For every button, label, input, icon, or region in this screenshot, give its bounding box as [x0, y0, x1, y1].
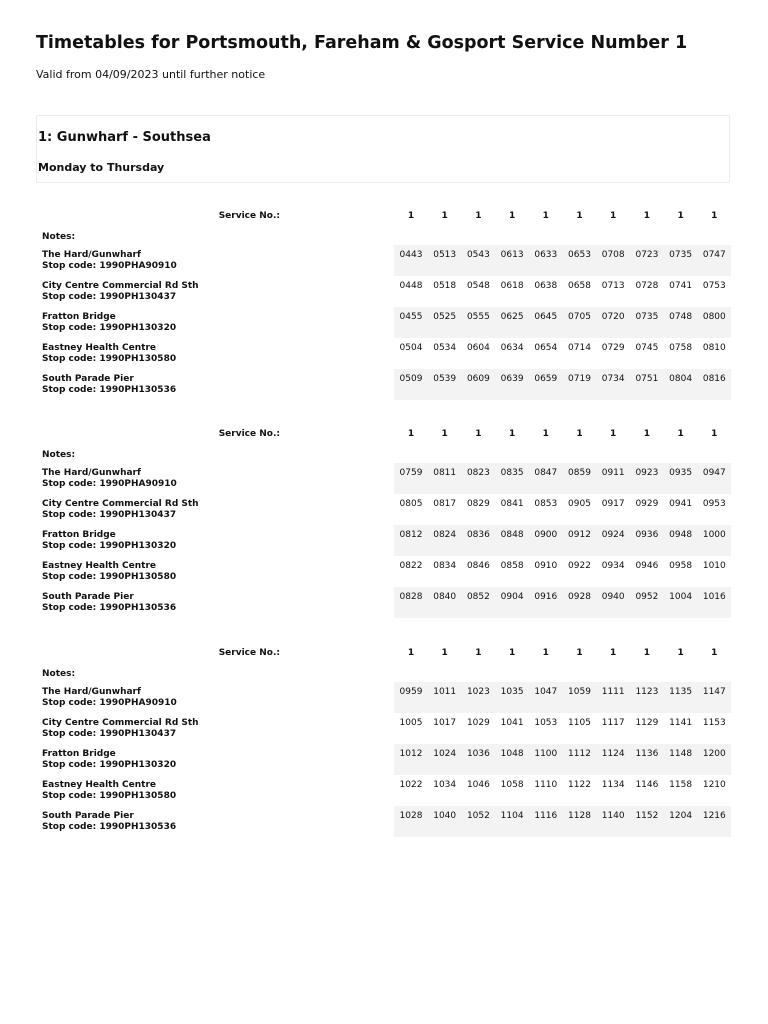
departure-time: 1204	[669, 811, 693, 821]
stop-code: Stop code: 1990PHA90910	[42, 698, 177, 708]
departure-time: 0758	[669, 343, 693, 353]
departure-time: 0735	[635, 312, 659, 322]
service-number-cell: 1	[576, 648, 583, 658]
departure-time: 1153	[702, 718, 726, 728]
departure-time: 0659	[534, 374, 558, 384]
departure-time: 1059	[568, 687, 591, 697]
stop-code: Stop code: 1990PH130320	[42, 541, 177, 551]
departure-time: 0947	[702, 468, 726, 478]
departure-time: 1023	[466, 687, 490, 697]
stop-label	[42, 687, 177, 709]
departure-time: 0953	[702, 499, 726, 509]
departure-time: 1000	[702, 530, 726, 540]
stop-code: Stop code: 1990PHA90910	[42, 479, 177, 489]
stop-code: Stop code: 1990PH130437	[42, 292, 177, 302]
departure-time: 0634	[500, 343, 524, 353]
departure-time: 0824	[433, 530, 457, 540]
departure-time: 1112	[568, 749, 591, 759]
stop-row	[36, 744, 731, 775]
stop-name: Eastney Health Centre	[42, 343, 156, 353]
stop-name: South Parade Pier	[42, 374, 134, 384]
service-number-cell: 1	[711, 211, 718, 221]
service-number-cell: 1	[475, 211, 482, 221]
departure-time: 0448	[399, 281, 423, 291]
stop-label	[42, 281, 199, 303]
departure-time: 0455	[399, 312, 423, 322]
stop-name: Fratton Bridge	[42, 312, 116, 322]
stop-code: Stop code: 1990PH130320	[42, 760, 177, 770]
departure-time: 1022	[399, 780, 423, 790]
departure-time: 0905	[568, 499, 591, 509]
departure-time: 1010	[702, 561, 726, 571]
stop-code: Stop code: 1990PH130536	[42, 822, 177, 832]
service-number-cell: 1	[576, 211, 583, 221]
departure-time: 1017	[433, 718, 457, 728]
departure-time: 0958	[669, 561, 693, 571]
departure-time: 1105	[568, 718, 591, 728]
departure-time: 0638	[534, 281, 558, 291]
service-number-cell: 1	[542, 211, 549, 221]
departure-time: 1104	[500, 811, 524, 821]
service-number-cell: 1	[610, 211, 617, 221]
departure-time: 0911	[601, 468, 625, 478]
service-number-row	[36, 204, 731, 229]
departure-time: 0504	[399, 343, 423, 353]
departure-time: 1046	[466, 780, 490, 790]
stop-label	[42, 374, 176, 396]
departure-time: 0653	[568, 250, 591, 260]
route-title: 1: Gunwharf - Southsea	[38, 130, 211, 145]
departure-time: 1200	[702, 749, 726, 759]
stop-label	[42, 718, 199, 740]
stop-label	[42, 250, 177, 272]
departure-time: 0848	[500, 530, 524, 540]
stop-name: The Hard/Gunwharf	[42, 468, 141, 478]
departure-time: 0828	[399, 592, 423, 602]
departure-time: 0735	[669, 250, 693, 260]
departure-time: 0916	[534, 592, 558, 602]
service-number-cell: 1	[643, 429, 651, 439]
service-number-label: Service No.:	[218, 211, 280, 221]
departure-time: 0719	[568, 374, 591, 384]
stop-row	[36, 775, 731, 806]
stop-name: Fratton Bridge	[42, 749, 116, 759]
departure-time: 1058	[500, 780, 524, 790]
departure-time: 1140	[601, 811, 625, 821]
departure-time: 0728	[635, 281, 659, 291]
departure-time: 0841	[500, 499, 524, 509]
route-header	[36, 115, 730, 183]
departure-time: 0443	[399, 250, 423, 260]
departure-time: 1158	[669, 780, 693, 790]
stop-name: City Centre Commercial Rd Sth	[42, 718, 199, 728]
departure-time: 1136	[635, 749, 659, 759]
departure-time: 0753	[702, 281, 726, 291]
stop-row	[36, 338, 731, 369]
departure-time: 0817	[433, 499, 457, 509]
departure-time: 0928	[568, 592, 591, 602]
departure-time: 0745	[635, 343, 659, 353]
departure-time: 0759	[399, 468, 423, 478]
service-number-cell: 1	[677, 648, 684, 658]
departure-time: 1047	[534, 687, 558, 697]
departure-time: 1024	[433, 749, 457, 759]
departure-time: 0518	[433, 281, 457, 291]
departure-time: 1210	[702, 780, 726, 790]
departure-time: 0952	[635, 592, 659, 602]
service-number-cell: 1	[542, 429, 549, 439]
stop-name: South Parade Pier	[42, 811, 134, 821]
departure-time: 0840	[433, 592, 457, 602]
departure-time: 0935	[669, 468, 693, 478]
departure-time: 1134	[601, 780, 625, 790]
departure-time: 0804	[669, 374, 693, 384]
notes-row	[36, 447, 731, 463]
service-number-cell: 1	[441, 429, 448, 439]
departure-time: 0513	[433, 250, 457, 260]
departure-time: 0853	[534, 499, 558, 509]
stop-row	[36, 587, 731, 618]
stop-label	[42, 749, 176, 771]
stop-code: Stop code: 1990PH130437	[42, 729, 177, 739]
stop-row	[36, 682, 731, 713]
departure-time: 1216	[702, 811, 726, 821]
departure-time: 0859	[568, 468, 591, 478]
service-number-cell: 1	[407, 211, 415, 221]
departure-time: 0900	[534, 530, 558, 540]
departure-time: 1152	[635, 811, 659, 821]
departure-time: 1029	[466, 718, 490, 728]
departure-time: 1040	[433, 811, 457, 821]
departure-time: 1016	[702, 592, 726, 602]
departure-time: 1005	[399, 718, 423, 728]
departure-time: 0654	[534, 343, 558, 353]
stop-row	[36, 713, 731, 744]
departure-time: 1041	[500, 718, 524, 728]
departure-time: 0639	[500, 374, 524, 384]
departure-time: 1035	[500, 687, 524, 697]
service-number-cell: 1	[475, 429, 482, 439]
departure-time: 1123	[635, 687, 659, 697]
stop-row	[36, 463, 731, 494]
service-number-cell: 1	[508, 429, 516, 439]
departure-time: 0555	[466, 312, 490, 322]
departure-time: 0714	[568, 343, 591, 353]
departure-time: 1111	[601, 687, 625, 697]
stop-row	[36, 369, 731, 400]
departure-time: 0613	[500, 250, 524, 260]
departure-time: 0618	[500, 281, 524, 291]
departure-time: 1146	[635, 780, 659, 790]
stop-row	[36, 556, 731, 587]
stop-code: Stop code: 1990PH130536	[42, 603, 177, 613]
departure-time: 0625	[500, 312, 524, 322]
departure-time: 1147	[702, 687, 726, 697]
stop-label	[42, 499, 199, 521]
stop-label	[42, 343, 176, 365]
validity-text: Valid from 04/09/2023 until further notice	[36, 68, 266, 81]
service-number-cell: 1	[610, 648, 617, 658]
stop-code: Stop code: 1990PH130580	[42, 572, 177, 582]
departure-time: 1135	[669, 687, 693, 697]
service-number-cell: 1	[441, 648, 448, 658]
departure-time: 0936	[635, 530, 659, 540]
service-number-cell: 1	[677, 211, 684, 221]
service-number-cell: 1	[508, 211, 516, 221]
departure-time: 0959	[399, 687, 423, 697]
departure-time: 1036	[466, 749, 490, 759]
route-days: Monday to Thursday	[38, 161, 165, 174]
departure-time: 0940	[601, 592, 625, 602]
stop-label	[42, 592, 176, 614]
departure-time: 0800	[702, 312, 726, 322]
departure-time: 0917	[601, 499, 625, 509]
stop-label	[42, 811, 176, 833]
departure-time: 1012	[399, 749, 423, 759]
departure-time: 0852	[466, 592, 490, 602]
departure-time: 0934	[601, 561, 625, 571]
departure-time: 0941	[669, 499, 693, 509]
service-number-cell: 1	[711, 648, 718, 658]
service-number-cell: 1	[407, 648, 415, 658]
departure-time: 0658	[568, 281, 591, 291]
departure-time: 0748	[669, 312, 693, 322]
departure-time: 0904	[500, 592, 524, 602]
departure-time: 0836	[466, 530, 490, 540]
stop-code: Stop code: 1990PH130437	[42, 510, 177, 520]
departure-time: 0805	[399, 499, 423, 509]
departure-time: 0604	[466, 343, 490, 353]
stop-label	[42, 561, 176, 583]
departure-time: 0543	[466, 250, 490, 260]
stop-label	[42, 468, 177, 490]
departure-time: 0539	[433, 374, 457, 384]
service-number-row	[36, 641, 731, 666]
departure-time: 0609	[466, 374, 490, 384]
departure-time: 0834	[433, 561, 457, 571]
departure-time: 1028	[399, 811, 423, 821]
departure-time: 1004	[669, 592, 693, 602]
departure-time: 1011	[433, 687, 457, 697]
departure-time: 0645	[534, 312, 558, 322]
departure-time: 1100	[534, 749, 558, 759]
departure-time: 0910	[534, 561, 558, 571]
stop-name: Eastney Health Centre	[42, 780, 156, 790]
notes-label: Notes:	[42, 232, 76, 242]
departure-time: 0525	[433, 312, 457, 322]
departure-time: 0847	[534, 468, 558, 478]
stop-code: Stop code: 1990PH130320	[42, 323, 177, 333]
departure-time: 1141	[669, 718, 693, 728]
departure-time: 0822	[399, 561, 423, 571]
departure-time: 0923	[635, 468, 659, 478]
departure-time: 0741	[669, 281, 693, 291]
service-number-cell: 1	[711, 429, 718, 439]
service-number-label: Service No.:	[218, 429, 280, 439]
stop-row	[36, 525, 731, 556]
departure-time: 0729	[601, 343, 625, 353]
service-number-label: Service No.:	[218, 648, 280, 658]
service-number-cell: 1	[643, 648, 651, 658]
departure-time: 1052	[466, 811, 490, 821]
stop-label	[42, 530, 176, 552]
departure-time: 0705	[568, 312, 591, 322]
service-number-cell: 1	[441, 211, 448, 221]
departure-time: 1124	[601, 749, 625, 759]
notes-row	[36, 229, 731, 245]
departure-time: 1048	[500, 749, 524, 759]
departure-time: 0811	[433, 468, 457, 478]
departure-time: 0747	[702, 250, 726, 260]
stop-code: Stop code: 1990PH130536	[42, 385, 177, 395]
departure-time: 1122	[568, 780, 591, 790]
departure-time: 0708	[601, 250, 625, 260]
departure-time: 1148	[669, 749, 693, 759]
service-number-cell: 1	[407, 429, 415, 439]
departure-time: 0816	[702, 374, 726, 384]
departure-time: 0548	[466, 281, 490, 291]
stop-name: Fratton Bridge	[42, 530, 116, 540]
departure-time: 0534	[433, 343, 457, 353]
departure-time: 0858	[500, 561, 524, 571]
stop-code: Stop code: 1990PHA90910	[42, 261, 177, 271]
stop-label	[42, 780, 176, 802]
departure-time: 1053	[534, 718, 558, 728]
service-number-cell: 1	[610, 429, 617, 439]
departure-time: 0924	[601, 530, 625, 540]
departure-time: 1034	[433, 780, 457, 790]
stop-row	[36, 245, 731, 276]
service-number-cell: 1	[508, 648, 516, 658]
departure-time: 0720	[601, 312, 625, 322]
departure-time: 1110	[534, 780, 558, 790]
departure-time: 0633	[534, 250, 558, 260]
departure-time: 0929	[635, 499, 659, 509]
departure-time: 0810	[702, 343, 726, 353]
service-number-cell: 1	[475, 648, 482, 658]
stop-row	[36, 806, 731, 837]
departure-time: 1128	[568, 811, 591, 821]
stop-name: The Hard/Gunwharf	[42, 250, 141, 260]
departure-time: 0713	[601, 281, 625, 291]
departure-time: 0912	[568, 530, 591, 540]
service-number-row	[36, 422, 731, 447]
timetable-block	[36, 422, 731, 618]
departure-time: 1117	[601, 718, 625, 728]
stop-name: City Centre Commercial Rd Sth	[42, 281, 199, 291]
notes-row	[36, 666, 731, 682]
timetable-block	[36, 204, 731, 400]
stop-name: Eastney Health Centre	[42, 561, 156, 571]
notes-label: Notes:	[42, 669, 76, 679]
departure-time: 0948	[669, 530, 693, 540]
stop-row	[36, 494, 731, 525]
departure-time: 0946	[635, 561, 659, 571]
departure-time: 0835	[500, 468, 524, 478]
page-title: Timetables for Portsmouth, Fareham & Gosport Service Number 1	[36, 33, 688, 53]
departure-time: 0829	[466, 499, 490, 509]
departure-time: 0723	[635, 250, 659, 260]
departure-time: 0734	[601, 374, 625, 384]
stop-label	[42, 312, 176, 334]
departure-time: 0751	[635, 374, 659, 384]
stop-row	[36, 307, 731, 338]
departure-time: 0509	[399, 374, 423, 384]
departure-time: 1116	[534, 811, 558, 821]
service-number-cell: 1	[677, 429, 684, 439]
stop-name: South Parade Pier	[42, 592, 134, 602]
departure-time: 0812	[399, 530, 423, 540]
stop-code: Stop code: 1990PH130580	[42, 354, 177, 364]
timetable-block	[36, 641, 731, 837]
departure-time: 1129	[635, 718, 659, 728]
stop-code: Stop code: 1990PH130580	[42, 791, 177, 801]
departure-time: 0846	[466, 561, 490, 571]
stop-row	[36, 276, 731, 307]
service-number-cell: 1	[576, 429, 583, 439]
service-number-cell: 1	[542, 648, 549, 658]
notes-label: Notes:	[42, 450, 76, 460]
stop-name: City Centre Commercial Rd Sth	[42, 499, 199, 509]
departure-time: 0823	[466, 468, 490, 478]
stop-name: The Hard/Gunwharf	[42, 687, 141, 697]
departure-time: 0922	[568, 561, 591, 571]
service-number-cell: 1	[643, 211, 651, 221]
